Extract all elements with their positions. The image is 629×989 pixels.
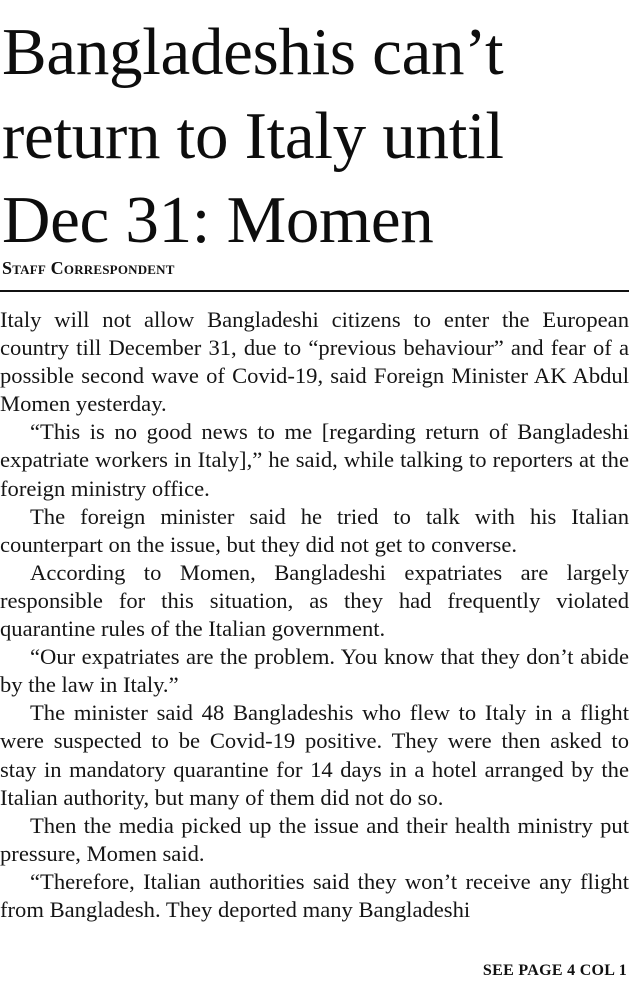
article-paragraph: “Therefore, Italian authorities said they won’t receive any flight from Bangladesh. They deported many Bangladeshi	[0, 868, 629, 922]
article-paragraph: The minister said 48 Bangladeshis who flew to Italy in a flight were suspected to be Covid-19 positive. They were then asked to stay in mandatory quarantine for 14 days in a hotel arranged by the Italian authority, but many of them did not do so.	[0, 700, 629, 810]
article-paragraph: Then the media picked up the issue and their health ministry put pressure, Momen said.	[0, 812, 629, 866]
continued-on-page-note: SEE PAGE 4 COL 1	[482, 962, 627, 979]
article-paragraph: The foreign minister said he tried to talk with his Italian counterpart on the issue, but they did not get to converse.	[0, 503, 629, 557]
byline-divider	[0, 290, 629, 292]
article-paragraph: Italy will not allow Bangladeshi citizens to enter the European country till December 31, due to “previous behaviour” and fear of a possible second wave of Covid-19, said Foreign Minister AK Abdul Momen yesterday.	[0, 307, 629, 417]
byline: Staff Correspondent	[2, 258, 175, 278]
article-paragraph: “This is no good news to me [regarding return of Bangladeshi expatriate workers in Italy],” he said, while talking to reporters at the foreign ministry office.	[0, 419, 629, 501]
headline: Bangladeshis can’t return to Italy until Dec 31: Momen	[2, 15, 504, 257]
article-body	[0, 306, 629, 924]
article-paragraph: According to Momen, Bangladeshi expatriates are largely responsible for this situation, as they had frequently violated quarantine rules of the Italian government.	[0, 559, 629, 642]
article-paragraph: “Our expatriates are the problem. You know that they don’t abide by the law in Italy.”	[0, 644, 629, 698]
